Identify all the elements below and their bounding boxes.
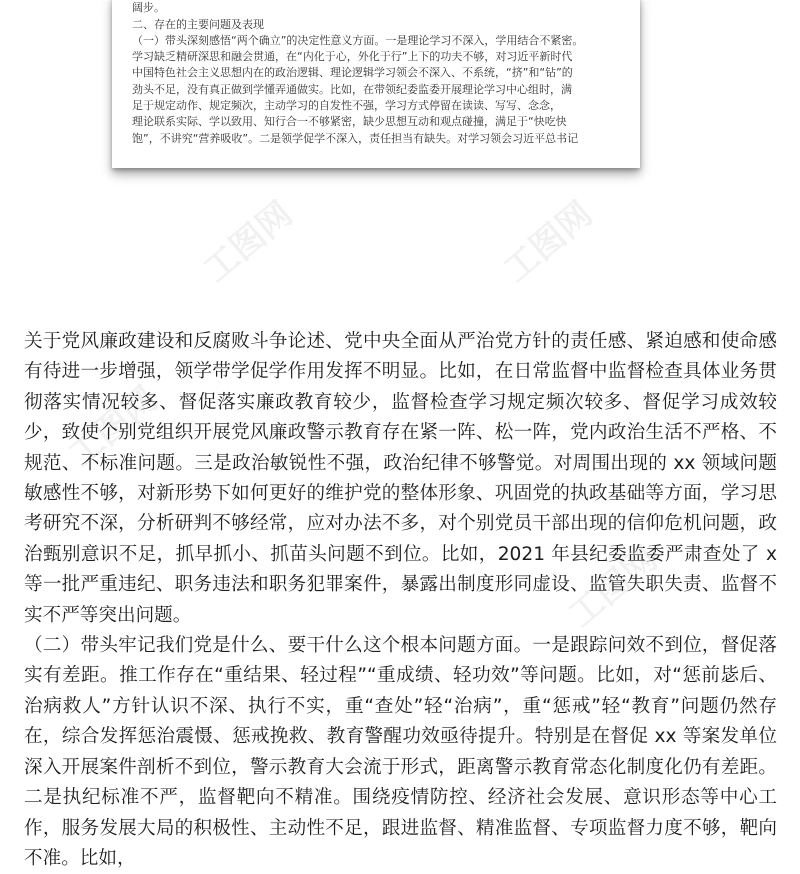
watermark: 工图网	[491, 188, 601, 291]
document-body	[24, 327, 777, 874]
watermark: 工图网	[191, 188, 301, 291]
body-paragraph: （二）带头牢记我们党是什么、要干什么这个根本问题方面。一是跟踪问效不到位，督促落实有差距。推工作存在“重结果、轻过程”“重成绩、轻功效”等问题。比如，对“惩前毖后、治病救人”方针认识不深、执行不实，重“查处”轻“治病”，重“惩戒”轻“教育”问题仍然存在，综合发挥惩治震慑、惩戒挽救、教育警醒功效亟待提升。特别是在督促 xx 等案发单位深入开展案件剖析不到位，警示教育大会流于形式，距离警示教育常态化制度化仍有差距。二是执纪标准不严，监督靶向不精准。围绕疫情防控、经济社会发展、意识形态等中心工作，服务发展大局的积极性、主动性不足，跟进监督、精准监督、专项监督力度不够，靶向不准。比如，	[24, 631, 777, 874]
preview-line: （一）带头深刻感悟“两个确立”的决定性意义方面。一是理论学习不深入，学用结合不紧密。	[132, 33, 624, 49]
watermark: 工图网	[556, 533, 666, 636]
preview-line: 学习缺乏精研深思和融会贯通，在“内化于心，外化于行”上下的功夫不够，对习近平新时代	[132, 49, 624, 65]
document-preview-card	[112, 0, 640, 168]
preview-text	[132, 0, 624, 147]
preview-line: 阔步。	[132, 0, 624, 16]
preview-line: 中国特色社会主义思想内在的政治逻辑、理论逻辑学习领会不深入、不系统，“挤”和“钻”的	[132, 65, 624, 81]
preview-line: 二、存在的主要问题及表现	[132, 17, 624, 33]
preview-line: 足于规定动作、规定频次，主动学习的自发性不强，学习方式停留在读读、写写、念念，	[132, 98, 624, 114]
preview-line: 理论联系实际、学以致用、知行合一不够紧密，缺少思想互动和观点碰撞，满足于“快吃快	[132, 114, 624, 130]
body-paragraph: 关于党风廉政建设和反腐败斗争论述、党中央全面从严治党方针的责任感、紧迫感和使命感有待进一步增强，领学带学促学作用发挥不明显。比如，在日常监督中监督检查具体业务贯彻落实情况较多、督促落实廉政教育较少，监督检查学习规定频次较多、督促学习成效较少，致使个别党组织开展党风廉政警示教育存在紧一阵、松一阵，党内政治生活不严格、不规范、不标准问题。三是政治敏锐性不强，政治纪律不够警觉。对周围出现的 xx 领域问题敏感性不够，对新形势下如何更好的维护党的整体形象、巩固党的执政基础等方面，学习思考研究不深，分析研判不够经常，应对办法不多，对个别党员干部出现的信仰危机问题，政治甄别意识不足，抓早抓小、抓苗头问题不到位。比如，2021 年县纪委监委严肃查处了 x 等一批严重违纪、职务违法和职务犯罪案件，暴露出制度形同虚设、监管失职失责、监督不实不严等突出问题。	[24, 327, 777, 631]
preview-line: 劲头不足，没有真正做到学懂弄通做实。比如，在带领纪委监委开展理论学习中心组时，满	[132, 82, 624, 98]
preview-line: 饱”，不讲究“营养吸收”。二是领学促学不深入，责任担当有缺失。对学习领会习近平总书记	[132, 131, 624, 147]
watermark: 工图网	[56, 373, 166, 476]
